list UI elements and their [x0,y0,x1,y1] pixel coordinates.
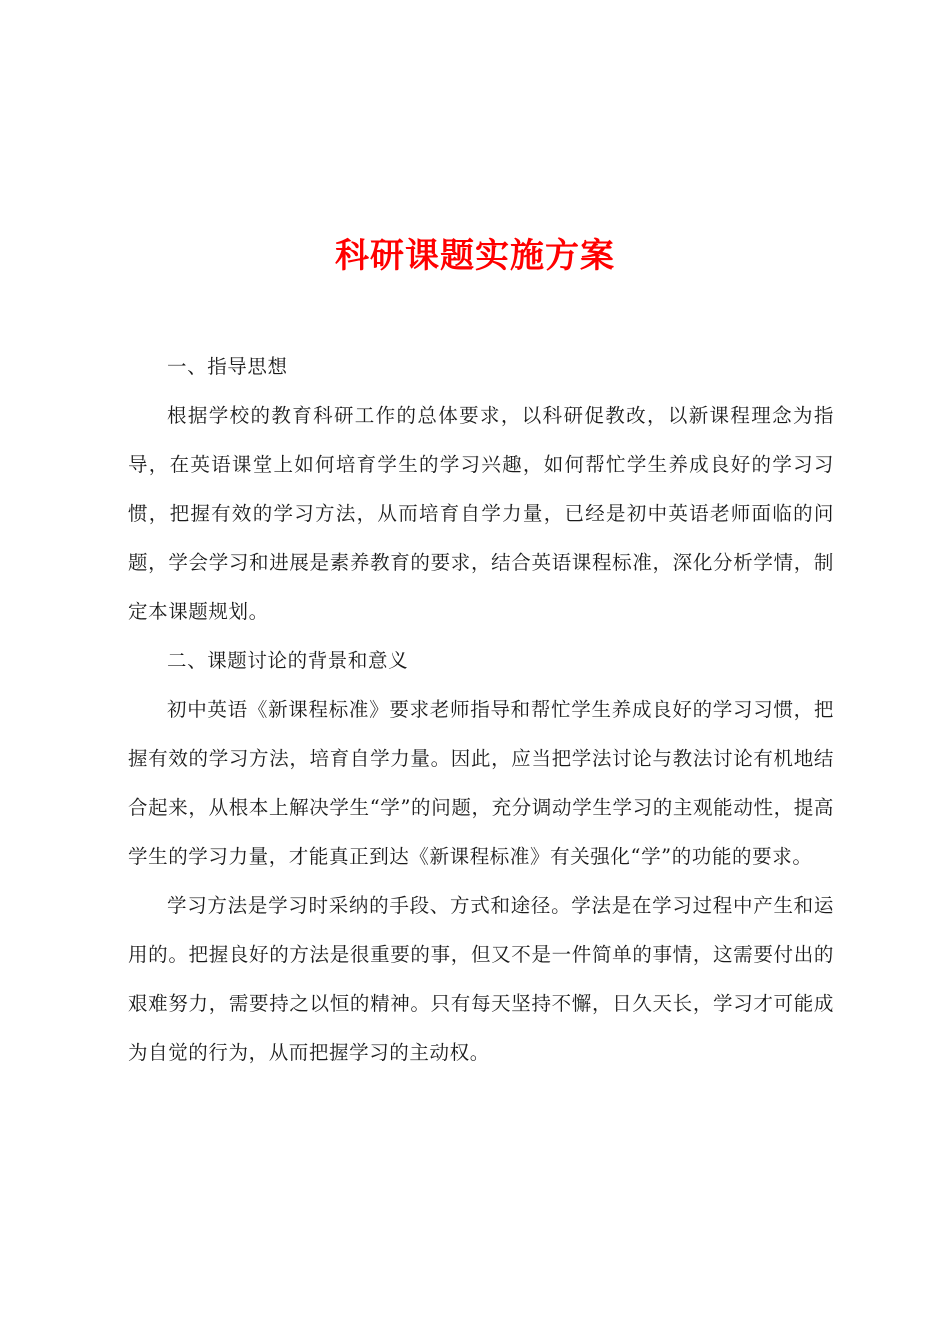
section-paragraph: 初中英语《新课程标准》要求老师指导和帮忙学生养成良好的学习习惯，把握有效的学习方法，培育自学力量。因此，应当把学法讨论与教法讨论有机地结合起来，从根本上解决学生“学”的问题，充分调动学生学习的主观能动性，提高学生的学习力量，才能真正到达《新课程标准》有关强化“学”的功能的要求。 [128,698,834,868]
section-heading-background: 二、课题讨论的背景和意义 [167,649,409,672]
section-paragraph: 学习方法是学习时采纳的手段、方式和途径。学法是在学习过程中产生和运用的。把握良好的方法是很重要的事，但又不是一件简单的事情，这需要付出的艰难努力，需要持之以恒的精神。只有每天坚持不懈，日久天长，学习才可能成为自觉的行为，从而把握学习的主动权。 [128,894,834,1064]
document-body [128,342,834,1077]
section-paragraph: 根据学校的教育科研工作的总体要求，以科研促教改，以新课程理念为指导，在英语课堂上如何培育学生的学习兴趣，如何帮忙学生养成良好的学习习惯，把握有效的学习方法，从而培育自学力量，已经是初中英语老师面临的问题，学会学习和进展是素养教育的要求，结合英语课程标准，深化分析学情，制定本课题规划。 [128,404,834,623]
section-heading-guiding-thought: 一、指导思想 [167,355,288,378]
document-title: 科研课题实施方案 [335,235,615,276]
